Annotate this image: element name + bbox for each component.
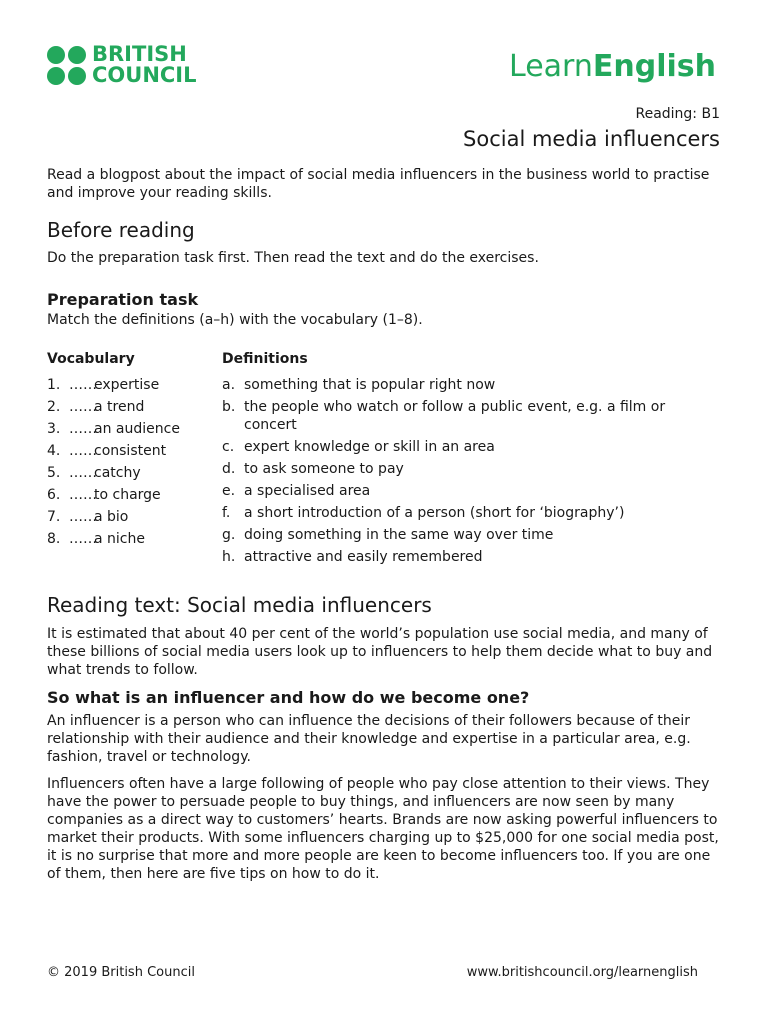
- definition-item: a. something that is popular right now: [222, 377, 496, 393]
- definition-item: f. a short introduction of a person (short for ‘biography’): [222, 505, 625, 521]
- reading-subheading: So what is an influencer and how do we become one?: [47, 688, 530, 707]
- vocabulary-item: 4. …… consistent: [47, 443, 167, 459]
- definitions-list: [222, 376, 722, 570]
- reading-paragraph-3: Influencers often have a large following of people who pay close attention to their views. They have the power to persuade people to buy things, and influencers are now seen by many companies as a direct way to customers’ hearts. Brands are now asking powerful influencers to market their products. With some influencers charging up to $25,000 for one social media post, it is no surprise that more and more people are keen to become influencers too. If you are one of them, then here are five tips on how to do it.: [47, 776, 719, 882]
- definition-item: h. attractive and easily remembered: [222, 549, 483, 565]
- reading-text-heading: Reading text: Social media influencers: [47, 593, 432, 617]
- level-label: Reading: B1: [635, 106, 720, 122]
- definition-item: e. a specialised area: [222, 483, 371, 499]
- preparation-instruction: Match the definitions (a–h) with the vocabulary (1–8).: [47, 312, 423, 328]
- preparation-heading: Preparation task: [47, 290, 199, 309]
- british-council-dots-icon: [47, 46, 86, 85]
- vocabulary-item: 7. …… a bio: [47, 509, 129, 525]
- vocabulary-item: 5. …… catchy: [47, 465, 141, 481]
- footer-url[interactable]: www.britishcouncil.org/learnenglish: [466, 965, 698, 980]
- learnenglish-logo: LearnEnglish: [509, 49, 716, 84]
- definition-item: d. to ask someone to pay: [222, 461, 404, 477]
- before-reading-text: Do the preparation task first. Then read the text and do the exercises.: [47, 250, 539, 266]
- definition-item: g. doing something in the same way over time: [222, 527, 554, 543]
- reading-paragraph-1: It is estimated that about 40 per cent of the world’s population use social media, and many of these billions of social media users look up to influencers to help them decide what to buy and what trends to follow.: [47, 626, 713, 678]
- intro-text: Read a blogpost about the impact of social media influencers in the business world to practise and improve your reading skills.: [47, 167, 710, 201]
- vocabulary-list: [47, 376, 217, 552]
- vocabulary-item: 1. …… expertise: [47, 377, 160, 393]
- definitions-column-header: Definitions: [222, 351, 308, 367]
- before-reading-heading: Before reading: [47, 218, 195, 242]
- footer-copyright: © 2019 British Council: [47, 965, 195, 980]
- vocabulary-column-header: Vocabulary: [47, 351, 135, 367]
- vocabulary-item: 2. …… a trend: [47, 399, 145, 415]
- vocabulary-item: 3. …… an audience: [47, 421, 180, 437]
- reading-paragraph-2: An influencer is a person who can influence the decisions of their followers because of their relationship with their audience and their knowledge and expertise in a particular area, e.g. fashion, travel or technology.: [47, 713, 691, 765]
- page-title: Social media influencers: [463, 127, 720, 151]
- british-council-logo: [47, 44, 197, 86]
- vocabulary-item: 8. …… a niche: [47, 531, 145, 547]
- vocabulary-item: 6. …… to charge: [47, 487, 161, 503]
- british-council-wordmark: BRITISH COUNCIL: [92, 42, 197, 87]
- definition-item: b. the people who watch or follow a public event, e.g. a film or concert: [222, 399, 666, 433]
- definition-item: c. expert knowledge or skill in an area: [222, 439, 495, 455]
